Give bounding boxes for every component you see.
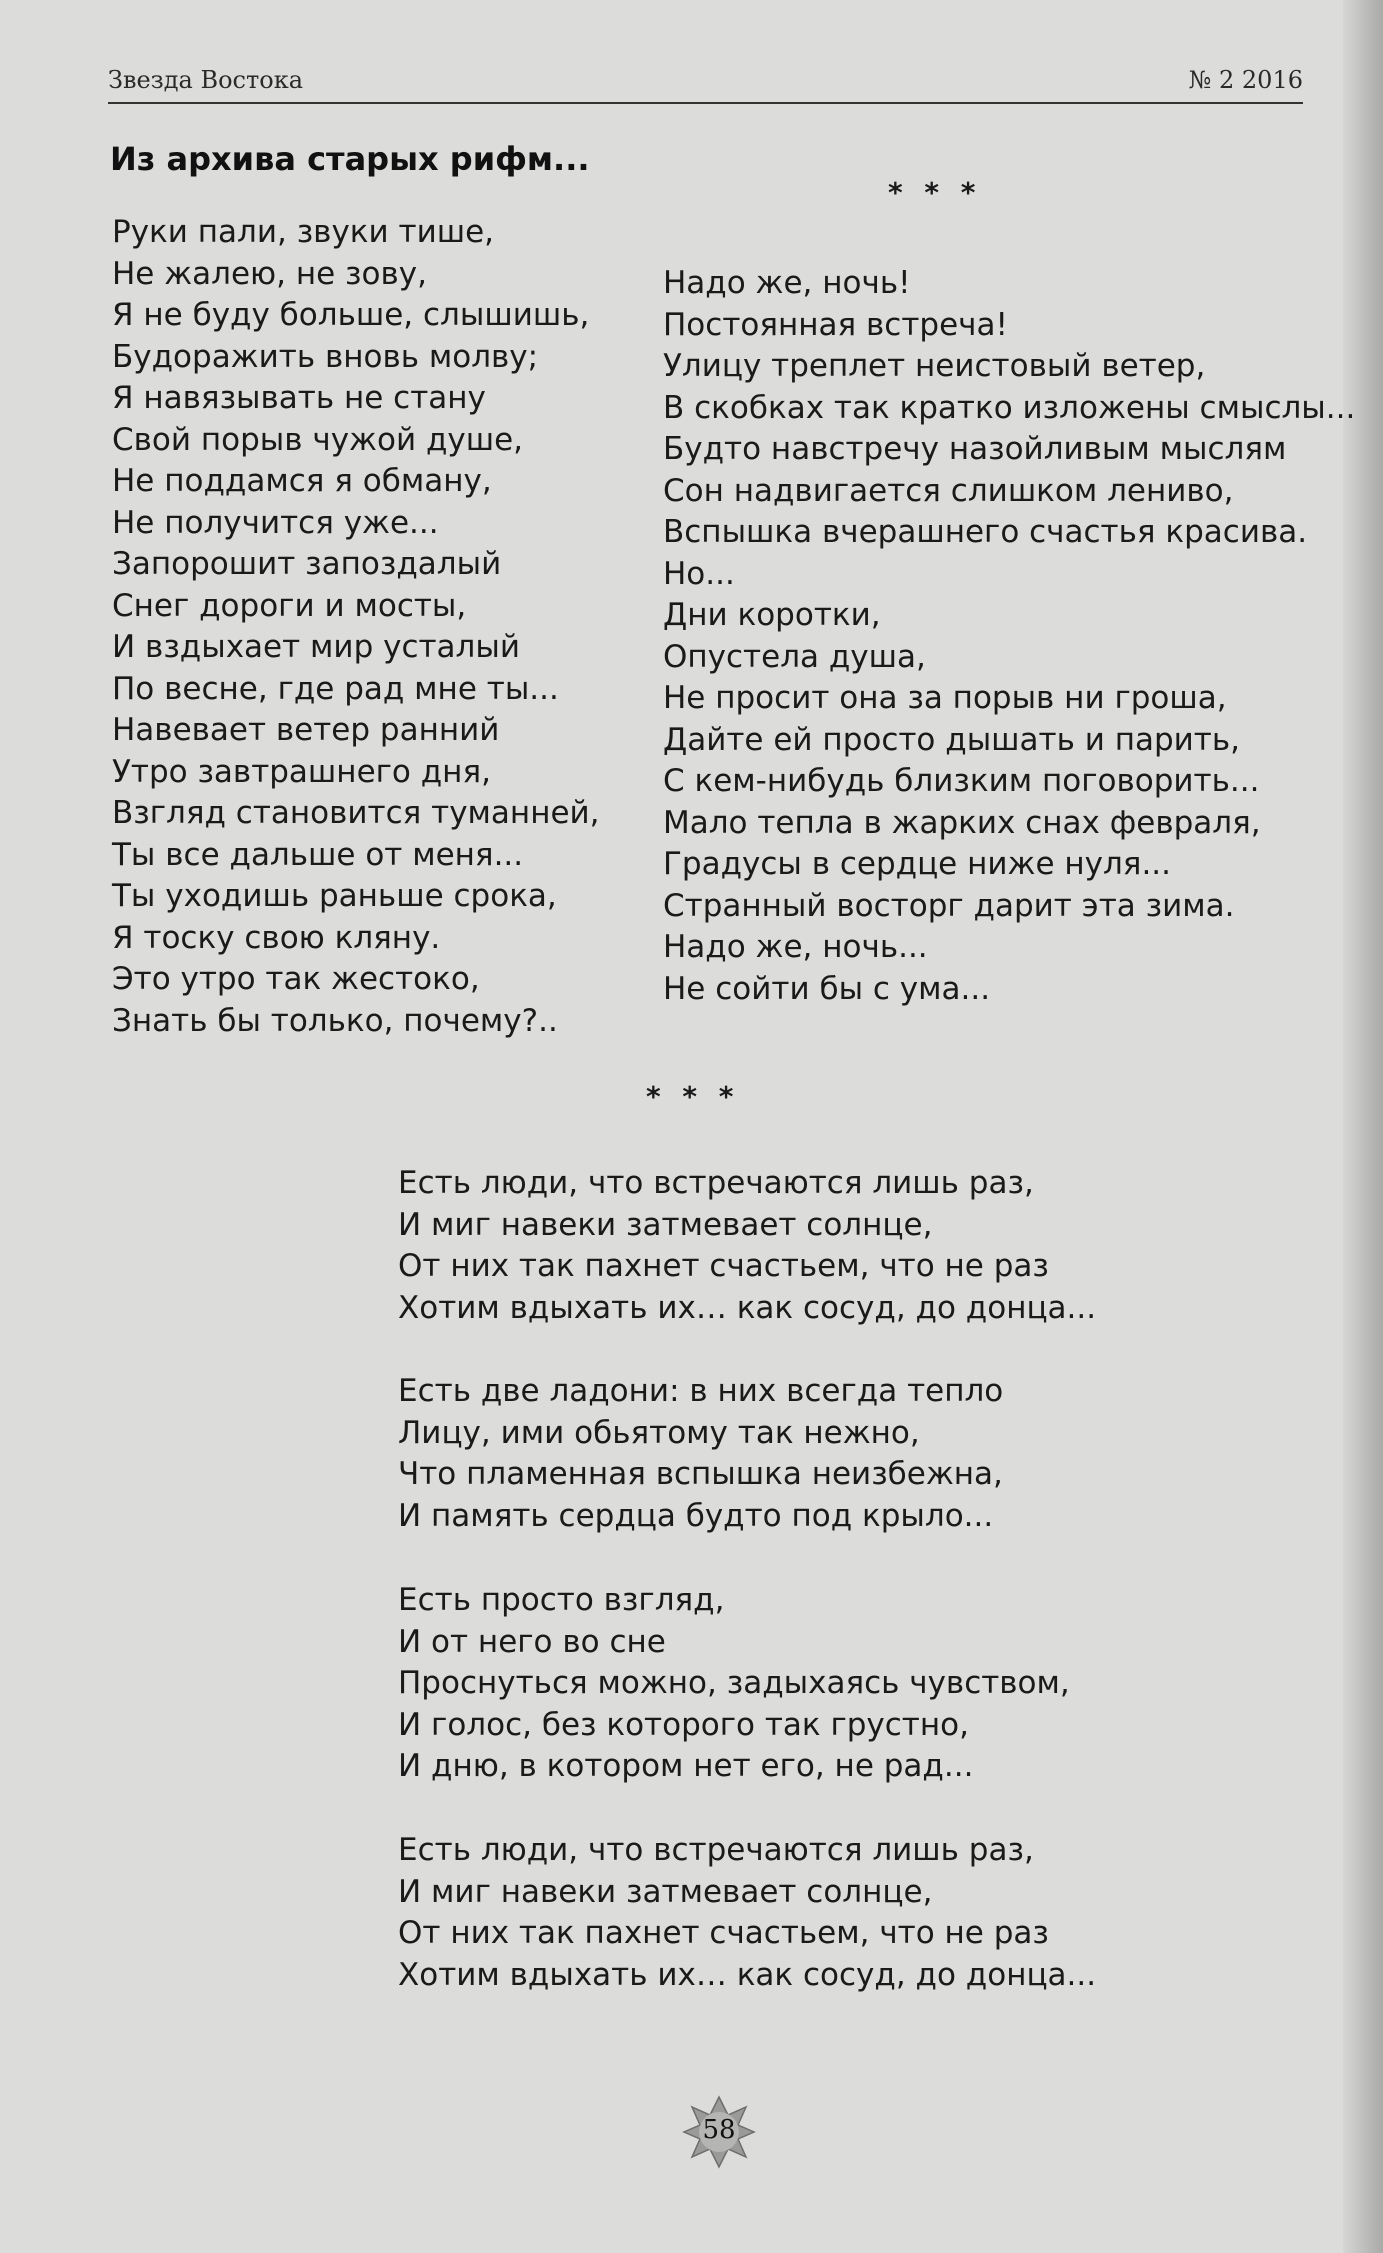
stanza-1 [398, 1163, 1096, 1329]
poem-line: Взгляд становится туманней, [112, 795, 600, 831]
poem-line: По весне, где рад мне ты... [112, 670, 559, 707]
poem-line: Это утро так жестоко, [112, 961, 480, 997]
poem-line: С кем-нибудь близким поговорить... [663, 763, 1260, 799]
poem-line: Дайте ей просто дышать и парить, [663, 721, 1240, 758]
poem-line: Лицу, ими обьятому так нежно, [398, 1414, 920, 1451]
poem-left-column [112, 212, 600, 1042]
poem-line: Не просит она за порыв ни гроша, [663, 680, 1227, 716]
poem-line: Не жалею, не зову, [112, 255, 427, 292]
poem-line: Не поддамся я обману, [112, 463, 492, 499]
stanza-2 [398, 1371, 1003, 1537]
poem-line: Но... [663, 555, 735, 592]
poem-line: Я навязывать не стану [112, 380, 486, 416]
poem-line: Ты уходишь раньше срока, [112, 878, 557, 914]
poem-line: Градусы в сердце ниже нуля... [663, 846, 1172, 882]
running-header [108, 62, 1303, 104]
poem-line: И память сердца будто под крыло... [398, 1497, 994, 1534]
poem-line: Не сойти бы с ума... [663, 970, 991, 1007]
poem-line: Дни коротки, [663, 597, 881, 633]
poem-line: Хотим вдыхать их… как сосуд, до донца... [398, 1956, 1097, 1993]
poem-line: Надо же, ночь! [663, 265, 911, 301]
poem-line: И миг навеки затмевает солнце, [398, 1873, 933, 1910]
poem-line: Сон надвигается слишком лениво, [663, 472, 1234, 509]
stanza-3 [398, 1580, 1070, 1788]
poem-line: Не получится уже... [112, 504, 439, 541]
poem-line: И голос, без которого так грустно, [398, 1706, 969, 1743]
page-number-badge [682, 2095, 756, 2169]
poem-line: От них так пахнет счастьем, что не раз [398, 1248, 1049, 1284]
poem-line: Вспышка вчерашнего счастья красива. [663, 514, 1308, 550]
poem-line: Свой порыв чужой душе, [112, 421, 524, 458]
poem-line: И дню, в котором нет его, не рад... [398, 1748, 974, 1784]
poem-line: Хотим вдыхать их… как сосуд, до донца... [398, 1289, 1097, 1326]
poem-line: Снег дороги и мосты, [112, 587, 467, 624]
poem-line: Есть люди, что встречаются лишь раз, [398, 1165, 1034, 1201]
poem-line: Я не буду больше, слышишь, [112, 297, 590, 333]
section-title: Из архива старых рифм... [110, 140, 590, 178]
poem-line: Проснуться можно, задыхаясь чувством, [398, 1665, 1070, 1701]
poem-line: Опустела душа, [663, 638, 926, 675]
poem-line: От них так пахнет счастьем, что не раз [398, 1915, 1049, 1951]
poem-line: И от него во сне [398, 1623, 666, 1660]
stanza-4 [398, 1830, 1096, 1996]
poem-line: Мало тепла в жарких снах февраля, [663, 804, 1261, 841]
poem-line: Руки пали, звуки тише, [112, 214, 495, 250]
poem-line: Ты все дальше от меня... [112, 836, 524, 873]
poem-separator: * * * [888, 176, 982, 209]
poem-line: Что пламенная вспышка неизбежна, [398, 1456, 1003, 1492]
poem-line: Будто навстречу назойливым мыслям [663, 431, 1287, 467]
poem-line: Улицу треплет неистовый ветер, [663, 348, 1206, 384]
poem-line: Надо же, ночь... [663, 929, 928, 965]
poem-line: Навевает ветер ранний [112, 712, 500, 748]
poem-line: Есть просто взгляд, [398, 1582, 725, 1618]
journal-name: Звезда Востока [108, 66, 304, 94]
poem-separator: * * * [646, 1080, 740, 1113]
issue-number: № 2 2016 [1188, 66, 1303, 94]
poem-line: Странный восторг дарит эта зима. [663, 887, 1235, 924]
poem-line: Запорошит запоздалый [112, 546, 502, 582]
poem-line: Будоражить вновь молву; [112, 338, 539, 375]
poem-line: И миг навеки затмевает солнце, [398, 1206, 933, 1243]
poem-line: Есть люди, что встречаются лишь раз, [398, 1832, 1034, 1868]
poem-line: Есть две ладони: в них всегда тепло [398, 1373, 1004, 1409]
page-number: 58 [702, 2115, 736, 2145]
poem-line: И вздыхает мир усталый [112, 629, 520, 665]
poem-line: Знать бы только, почему?.. [112, 1002, 558, 1039]
poem-line: Постоянная встреча! [663, 306, 1008, 343]
poem-line: В скобках так кратко изложены смыслы... [663, 389, 1356, 426]
poem-line: Я тоску свою кляну. [112, 919, 441, 956]
poem-line: Утро завтрашнего дня, [112, 753, 491, 790]
poem-right-column [663, 263, 1355, 1010]
